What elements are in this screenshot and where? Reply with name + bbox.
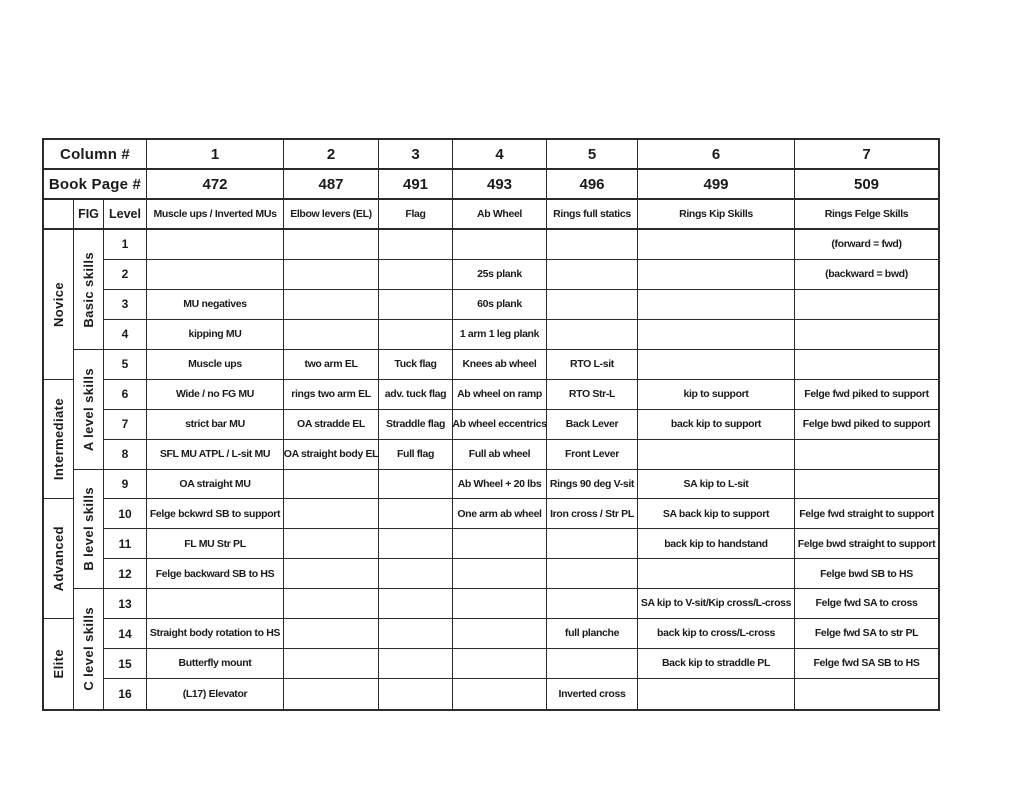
skill-cell: Felge bwd SB to HS [795, 559, 938, 589]
skill-group-a-level-skills-text: A level skills [81, 367, 96, 451]
column-number: 2 [284, 140, 379, 170]
skill-cell: Felge fwd SA to str PL [795, 619, 938, 649]
column-number: 1 [147, 140, 284, 170]
skill-cell [284, 589, 379, 619]
skill-cell: Ab wheel on ramp [453, 380, 547, 410]
skill-cell [547, 649, 638, 679]
book-page-number: 496 [547, 170, 638, 200]
skill-cell [638, 320, 795, 350]
skill-cell [379, 619, 453, 649]
skills-table [42, 138, 940, 711]
skill-cell [147, 260, 284, 290]
skill-cell: (L17) Elevator [147, 679, 284, 709]
skill-cell [638, 440, 795, 470]
level-cell: 15 [104, 649, 147, 679]
skill-cell [379, 260, 453, 290]
level-cell: 4 [104, 320, 147, 350]
column-number-header: Column # [44, 140, 147, 170]
skill-cell: Wide / no FG MU [147, 380, 284, 410]
skill-cell [547, 290, 638, 320]
skill-cell: FL MU Str PL [147, 529, 284, 559]
column-title: Rings Kip Skills [638, 200, 795, 230]
book-page-number: 491 [379, 170, 453, 200]
skill-cell: Felge bckwrd SB to support [147, 499, 284, 529]
fig-header: FIG [74, 200, 104, 230]
level-cell: 9 [104, 470, 147, 500]
skill-cell: two arm EL [284, 350, 379, 380]
skill-cell [638, 350, 795, 380]
skill-cell: SA kip to L-sit [638, 470, 795, 500]
book-page-number: 472 [147, 170, 284, 200]
skill-group-c-level-skills [74, 589, 104, 709]
skill-cell: Felge bwd piked to support [795, 410, 938, 440]
skill-group-a-level-skills [74, 350, 104, 470]
skill-cell: OA straight body EL [284, 440, 379, 470]
level-cell: 11 [104, 529, 147, 559]
skill-cell: Felge bwd straight to support [795, 529, 938, 559]
skill-cell [379, 320, 453, 350]
skill-cell [453, 529, 547, 559]
skill-cell: rings two arm EL [284, 380, 379, 410]
skill-cell: Knees ab wheel [453, 350, 547, 380]
skill-cell: Felge fwd piked to support [795, 380, 938, 410]
level-cell: 13 [104, 589, 147, 619]
fig-group-advanced [44, 499, 74, 619]
skill-cell [453, 679, 547, 709]
skill-cell: Butterfly mount [147, 649, 284, 679]
skill-cell [795, 470, 938, 500]
skill-cell: 1 arm 1 leg plank [453, 320, 547, 350]
skill-cell: RTO L-sit [547, 350, 638, 380]
skill-cell [147, 230, 284, 260]
skill-cell: One arm ab wheel [453, 499, 547, 529]
skill-cell [379, 529, 453, 559]
skill-cell [147, 589, 284, 619]
column-title: Elbow levers (EL) [284, 200, 379, 230]
skill-cell: Full flag [379, 440, 453, 470]
skill-cell: Iron cross / Str PL [547, 499, 638, 529]
column-title: Rings Felge Skills [795, 200, 938, 230]
level-cell: 3 [104, 290, 147, 320]
skill-cell [284, 230, 379, 260]
skill-cell [379, 290, 453, 320]
skill-cell [379, 559, 453, 589]
skill-cell [638, 260, 795, 290]
skill-group-basic-skills-text: Basic skills [81, 251, 96, 328]
book-page-number: 487 [284, 170, 379, 200]
skill-cell: 25s plank [453, 260, 547, 290]
column-number: 3 [379, 140, 453, 170]
skill-cell: OA straight MU [147, 470, 284, 500]
fig-group-intermediate [44, 380, 74, 500]
skill-cell [284, 470, 379, 500]
skill-cell: (backward = bwd) [795, 260, 938, 290]
level-cell: 7 [104, 410, 147, 440]
skill-cell [379, 649, 453, 679]
corner-blank-cell [44, 200, 74, 230]
skill-cell: RTO Str-L [547, 380, 638, 410]
skill-cell: back kip to support [638, 410, 795, 440]
skill-cell: Felge backward SB to HS [147, 559, 284, 589]
skill-cell [795, 290, 938, 320]
fig-group-novice-text: Novice [51, 281, 66, 327]
skill-cell: back kip to cross/L-cross [638, 619, 795, 649]
book-page-number: 493 [453, 170, 547, 200]
level-cell: 8 [104, 440, 147, 470]
book-page-header: Book Page # [44, 170, 147, 200]
book-page-number: 509 [795, 170, 938, 200]
skill-cell [453, 649, 547, 679]
skill-cell [284, 649, 379, 679]
skill-cell [284, 619, 379, 649]
skill-cell: kip to support [638, 380, 795, 410]
skill-cell: Full ab wheel [453, 440, 547, 470]
skill-cell [453, 589, 547, 619]
skill-group-b-level-skills-text: B level skills [81, 487, 96, 571]
skill-cell: Tuck flag [379, 350, 453, 380]
skill-cell [284, 679, 379, 709]
skill-cell: SA kip to V-sit/Kip cross/L-cross [638, 589, 795, 619]
level-cell: 10 [104, 499, 147, 529]
level-cell: 1 [104, 230, 147, 260]
skill-cell [547, 529, 638, 559]
skill-cell [453, 619, 547, 649]
skill-cell: Ab Wheel + 20 lbs [453, 470, 547, 500]
fig-group-elite-text: Elite [51, 649, 66, 679]
skill-cell [547, 260, 638, 290]
level-cell: 16 [104, 679, 147, 709]
skill-cell [284, 260, 379, 290]
skill-cell [379, 679, 453, 709]
level-cell: 2 [104, 260, 147, 290]
skill-cell: back kip to handstand [638, 529, 795, 559]
skill-cell: Back Lever [547, 410, 638, 440]
skill-cell [638, 290, 795, 320]
skill-cell [547, 559, 638, 589]
skill-cell [379, 589, 453, 619]
level-cell: 5 [104, 350, 147, 380]
skill-cell: Felge fwd SA SB to HS [795, 649, 938, 679]
skill-cell [795, 440, 938, 470]
skill-cell [284, 499, 379, 529]
fig-group-elite [44, 619, 74, 709]
skill-cell [547, 589, 638, 619]
skill-cell [379, 230, 453, 260]
level-header: Level [104, 200, 147, 230]
skill-cell: Ab wheel eccentrics [453, 410, 547, 440]
skill-cell: MU negatives [147, 290, 284, 320]
skill-cell: Back kip to straddle PL [638, 649, 795, 679]
skill-cell [284, 559, 379, 589]
fig-group-advanced-text: Advanced [51, 526, 66, 592]
level-cell: 6 [104, 380, 147, 410]
skill-cell: Inverted cross [547, 679, 638, 709]
level-cell: 14 [104, 619, 147, 649]
skill-cell: Straight body rotation to HS [147, 619, 284, 649]
skill-cell [795, 350, 938, 380]
column-title: Muscle ups / Inverted MUs [147, 200, 284, 230]
skill-cell: Felge fwd straight to support [795, 499, 938, 529]
book-page-number: 499 [638, 170, 795, 200]
skill-cell: (forward = fwd) [795, 230, 938, 260]
skill-cell [638, 679, 795, 709]
column-title: Ab Wheel [453, 200, 547, 230]
skill-cell: full planche [547, 619, 638, 649]
fig-group-intermediate-text: Intermediate [51, 398, 66, 481]
skill-cell: kipping MU [147, 320, 284, 350]
skill-group-c-level-skills-text: C level skills [81, 607, 96, 691]
skill-cell: 60s plank [453, 290, 547, 320]
skill-cell: strict bar MU [147, 410, 284, 440]
fig-group-novice [44, 230, 74, 380]
skill-cell [795, 320, 938, 350]
skill-cell: Front Lever [547, 440, 638, 470]
skill-cell: Muscle ups [147, 350, 284, 380]
column-title: Flag [379, 200, 453, 230]
column-number: 6 [638, 140, 795, 170]
column-title: Rings full statics [547, 200, 638, 230]
skill-cell [284, 290, 379, 320]
skill-cell [453, 230, 547, 260]
skill-cell [547, 230, 638, 260]
skill-cell: adv. tuck flag [379, 380, 453, 410]
skill-cell [284, 529, 379, 559]
skill-cell: Felge fwd SA to cross [795, 589, 938, 619]
skill-group-b-level-skills [74, 470, 104, 590]
skill-cell [379, 499, 453, 529]
skill-cell [638, 230, 795, 260]
skill-cell: OA stradde EL [284, 410, 379, 440]
skill-cell [453, 559, 547, 589]
skill-cell [638, 559, 795, 589]
skill-cell [547, 320, 638, 350]
skill-cell [379, 470, 453, 500]
skill-cell [795, 679, 938, 709]
skill-cell: SFL MU ATPL / L-sit MU [147, 440, 284, 470]
column-number: 5 [547, 140, 638, 170]
skill-cell [284, 320, 379, 350]
skill-cell: Rings 90 deg V-sit [547, 470, 638, 500]
column-number: 4 [453, 140, 547, 170]
skill-cell: SA back kip to support [638, 499, 795, 529]
level-cell: 12 [104, 559, 147, 589]
skill-group-basic-skills [74, 230, 104, 350]
column-number: 7 [795, 140, 938, 170]
skill-cell: Straddle flag [379, 410, 453, 440]
